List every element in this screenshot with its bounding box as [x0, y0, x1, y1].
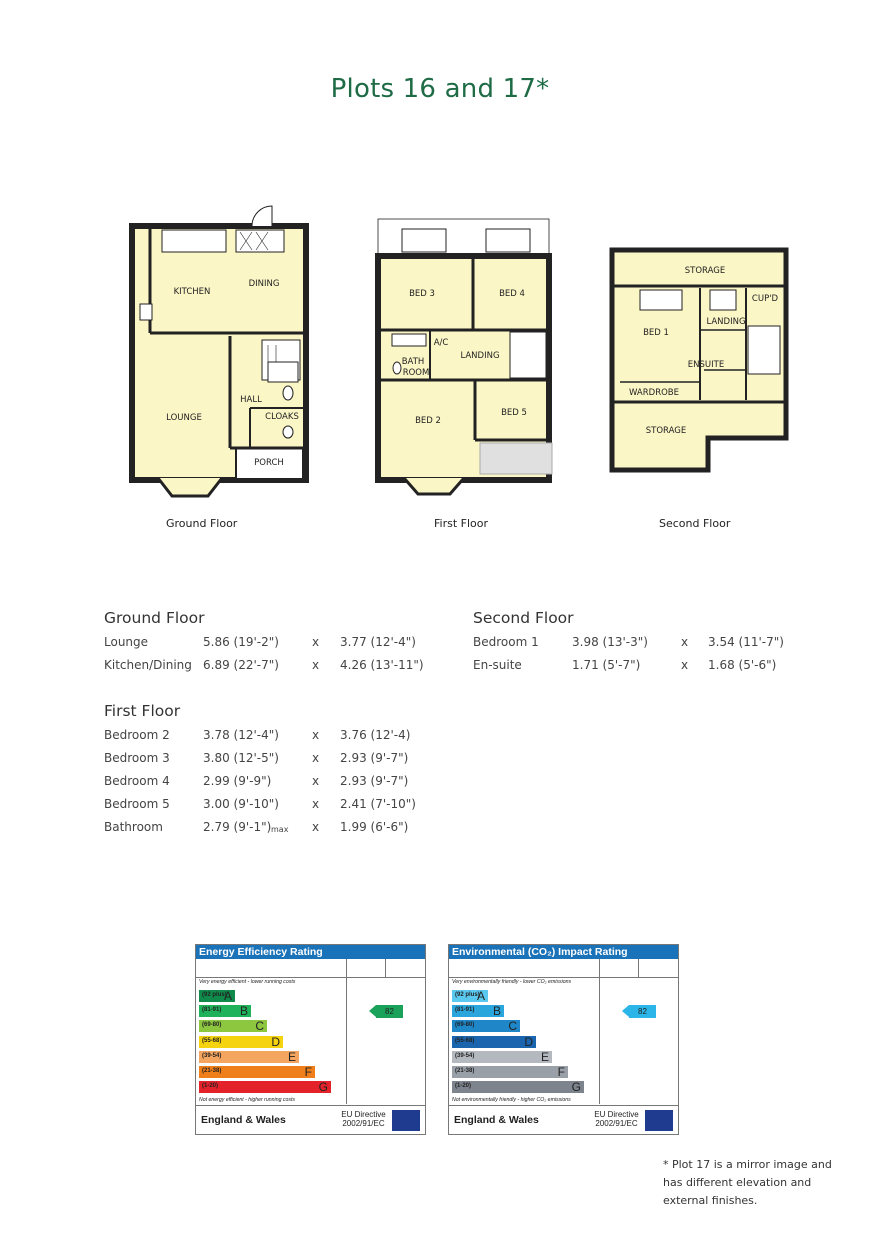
epc-band-range: (21-38): [202, 1068, 222, 1074]
room-porch: PORCH: [254, 458, 284, 468]
epc-band: [452, 1020, 520, 1032]
epc-band-letter: A: [223, 989, 232, 1003]
floor-plans: [0, 0, 880, 560]
room-bath-2: ROOM: [402, 368, 430, 378]
first-floor-plan: [378, 219, 552, 494]
epc-header: Environmental (CO₂) Impact Rating: [449, 945, 678, 959]
epc-band-range: (21-38): [455, 1068, 475, 1074]
epc-band-range: (39-54): [455, 1052, 475, 1059]
epc-band: [452, 1036, 536, 1048]
epc-note-top: Very energy efficient - lower running costs: [199, 979, 296, 985]
epc-band: [199, 1036, 283, 1048]
epc-band: [452, 1066, 568, 1078]
epc-band-range: (69-80): [202, 1022, 222, 1029]
epc-band-letter: C: [255, 1019, 264, 1034]
room-bed2: BED 2: [415, 416, 441, 426]
epc-band-range: (1-20): [202, 1083, 219, 1090]
room-bed3: BED 3: [409, 289, 435, 299]
epc-band: [452, 990, 488, 1002]
epc-band-range: (69-80): [455, 1022, 475, 1029]
epc-band-range: (39-54): [202, 1052, 222, 1059]
energy-efficiency-rating: [195, 944, 426, 1135]
room-lounge: LOUNGE: [166, 413, 202, 423]
epc-band-letter: D: [271, 1034, 280, 1049]
epc-band-range: (1-20): [455, 1083, 472, 1090]
epc-band: [199, 1020, 267, 1032]
ground-floor-label: Ground Floor: [166, 517, 238, 530]
room-kitchen: KITCHEN: [173, 287, 211, 297]
eu-flag-icon: [392, 1110, 420, 1131]
room-wardrobe: WARDROBE: [628, 388, 680, 398]
room-ensuite: ENSUITE: [687, 360, 725, 370]
epc-band: [199, 1066, 315, 1078]
eu-directive: EU Directive 2002/91/EC: [594, 1110, 639, 1128]
room-cloaks: CLOAKS: [265, 412, 299, 422]
epc-band-range: (92 plus): [455, 992, 480, 998]
epc-band: [452, 1051, 552, 1063]
room-landing: LANDING: [460, 351, 500, 361]
epc-band-range: (55-68): [455, 1037, 475, 1044]
room-hall: HALL: [240, 395, 262, 405]
first-floor-label: First Floor: [434, 517, 489, 530]
epc-header: Energy Efficiency Rating: [196, 945, 425, 959]
ground-floor-plan: [132, 206, 306, 496]
room-storage-top: STORAGE: [684, 266, 726, 276]
page-title: Plots 16 and 17*: [330, 74, 550, 104]
epc-band-letter: C: [508, 1019, 517, 1034]
epc-note-bottom: Not energy efficient - higher running costs: [199, 1097, 296, 1103]
epc-band-letter: G: [571, 1080, 581, 1095]
region-label: England & Wales: [454, 1114, 539, 1126]
epc-band-range: (55-68): [202, 1037, 222, 1044]
epc-note-top: Very environmentally friendly - lower CO₂ emissions: [452, 979, 572, 985]
epc-band: [199, 1081, 331, 1093]
room-cupd: CUP'D: [751, 294, 779, 304]
epc-note-bottom: Not environmentally friendly - higher CO₂ emissions: [452, 1097, 571, 1103]
epc-band-letter: G: [318, 1080, 328, 1095]
epc-band: [199, 990, 235, 1002]
second-floor-label: Second Floor: [659, 517, 731, 530]
second-floor-heading: Second Floor: [473, 609, 574, 627]
room-landing-2: LANDING: [706, 317, 746, 327]
second-floor-plan: [612, 250, 786, 470]
room-bed4: BED 4: [499, 289, 525, 299]
region-label: England & Wales: [201, 1114, 286, 1126]
first-floor-heading: First Floor: [104, 702, 181, 720]
epc-band-range: (81-91): [202, 1007, 222, 1014]
epc-band: [199, 1051, 299, 1063]
epc-band-range: (92 plus): [202, 992, 227, 998]
room-bed1: BED 1: [643, 328, 669, 338]
room-storage-bottom: STORAGE: [645, 426, 687, 436]
epc-band-letter: E: [287, 1049, 296, 1064]
epc-band-letter: B: [239, 1004, 248, 1019]
room-ac: A/C: [433, 338, 449, 348]
room-bed5: BED 5: [501, 408, 527, 418]
epc-band-letter: E: [540, 1049, 549, 1064]
epc-band-letter: F: [557, 1065, 565, 1079]
epc-band-letter: D: [524, 1034, 533, 1049]
epc-band-letter: F: [304, 1065, 312, 1079]
ground-floor-heading: Ground Floor: [104, 609, 205, 627]
environmental-impact-rating: [448, 944, 679, 1135]
room-dining: DINING: [248, 279, 280, 289]
room-bath-1: BATH: [401, 357, 425, 367]
footnote: * Plot 17 is a mirror image and has different elevation and external finishes.: [663, 1158, 832, 1207]
epc-band-range: (81-91): [455, 1007, 475, 1014]
epc-band-letter: A: [476, 989, 485, 1003]
epc-band: [452, 1081, 584, 1093]
epc-band-letter: B: [492, 1004, 501, 1019]
epc-band: [452, 1005, 504, 1017]
eu-directive: EU Directive 2002/91/EC: [341, 1110, 386, 1128]
current-rating-arrow: 82: [369, 1005, 403, 1018]
eu-flag-icon: [645, 1110, 673, 1131]
epc-band: [199, 1005, 251, 1017]
current-rating-arrow: 82: [622, 1005, 656, 1018]
